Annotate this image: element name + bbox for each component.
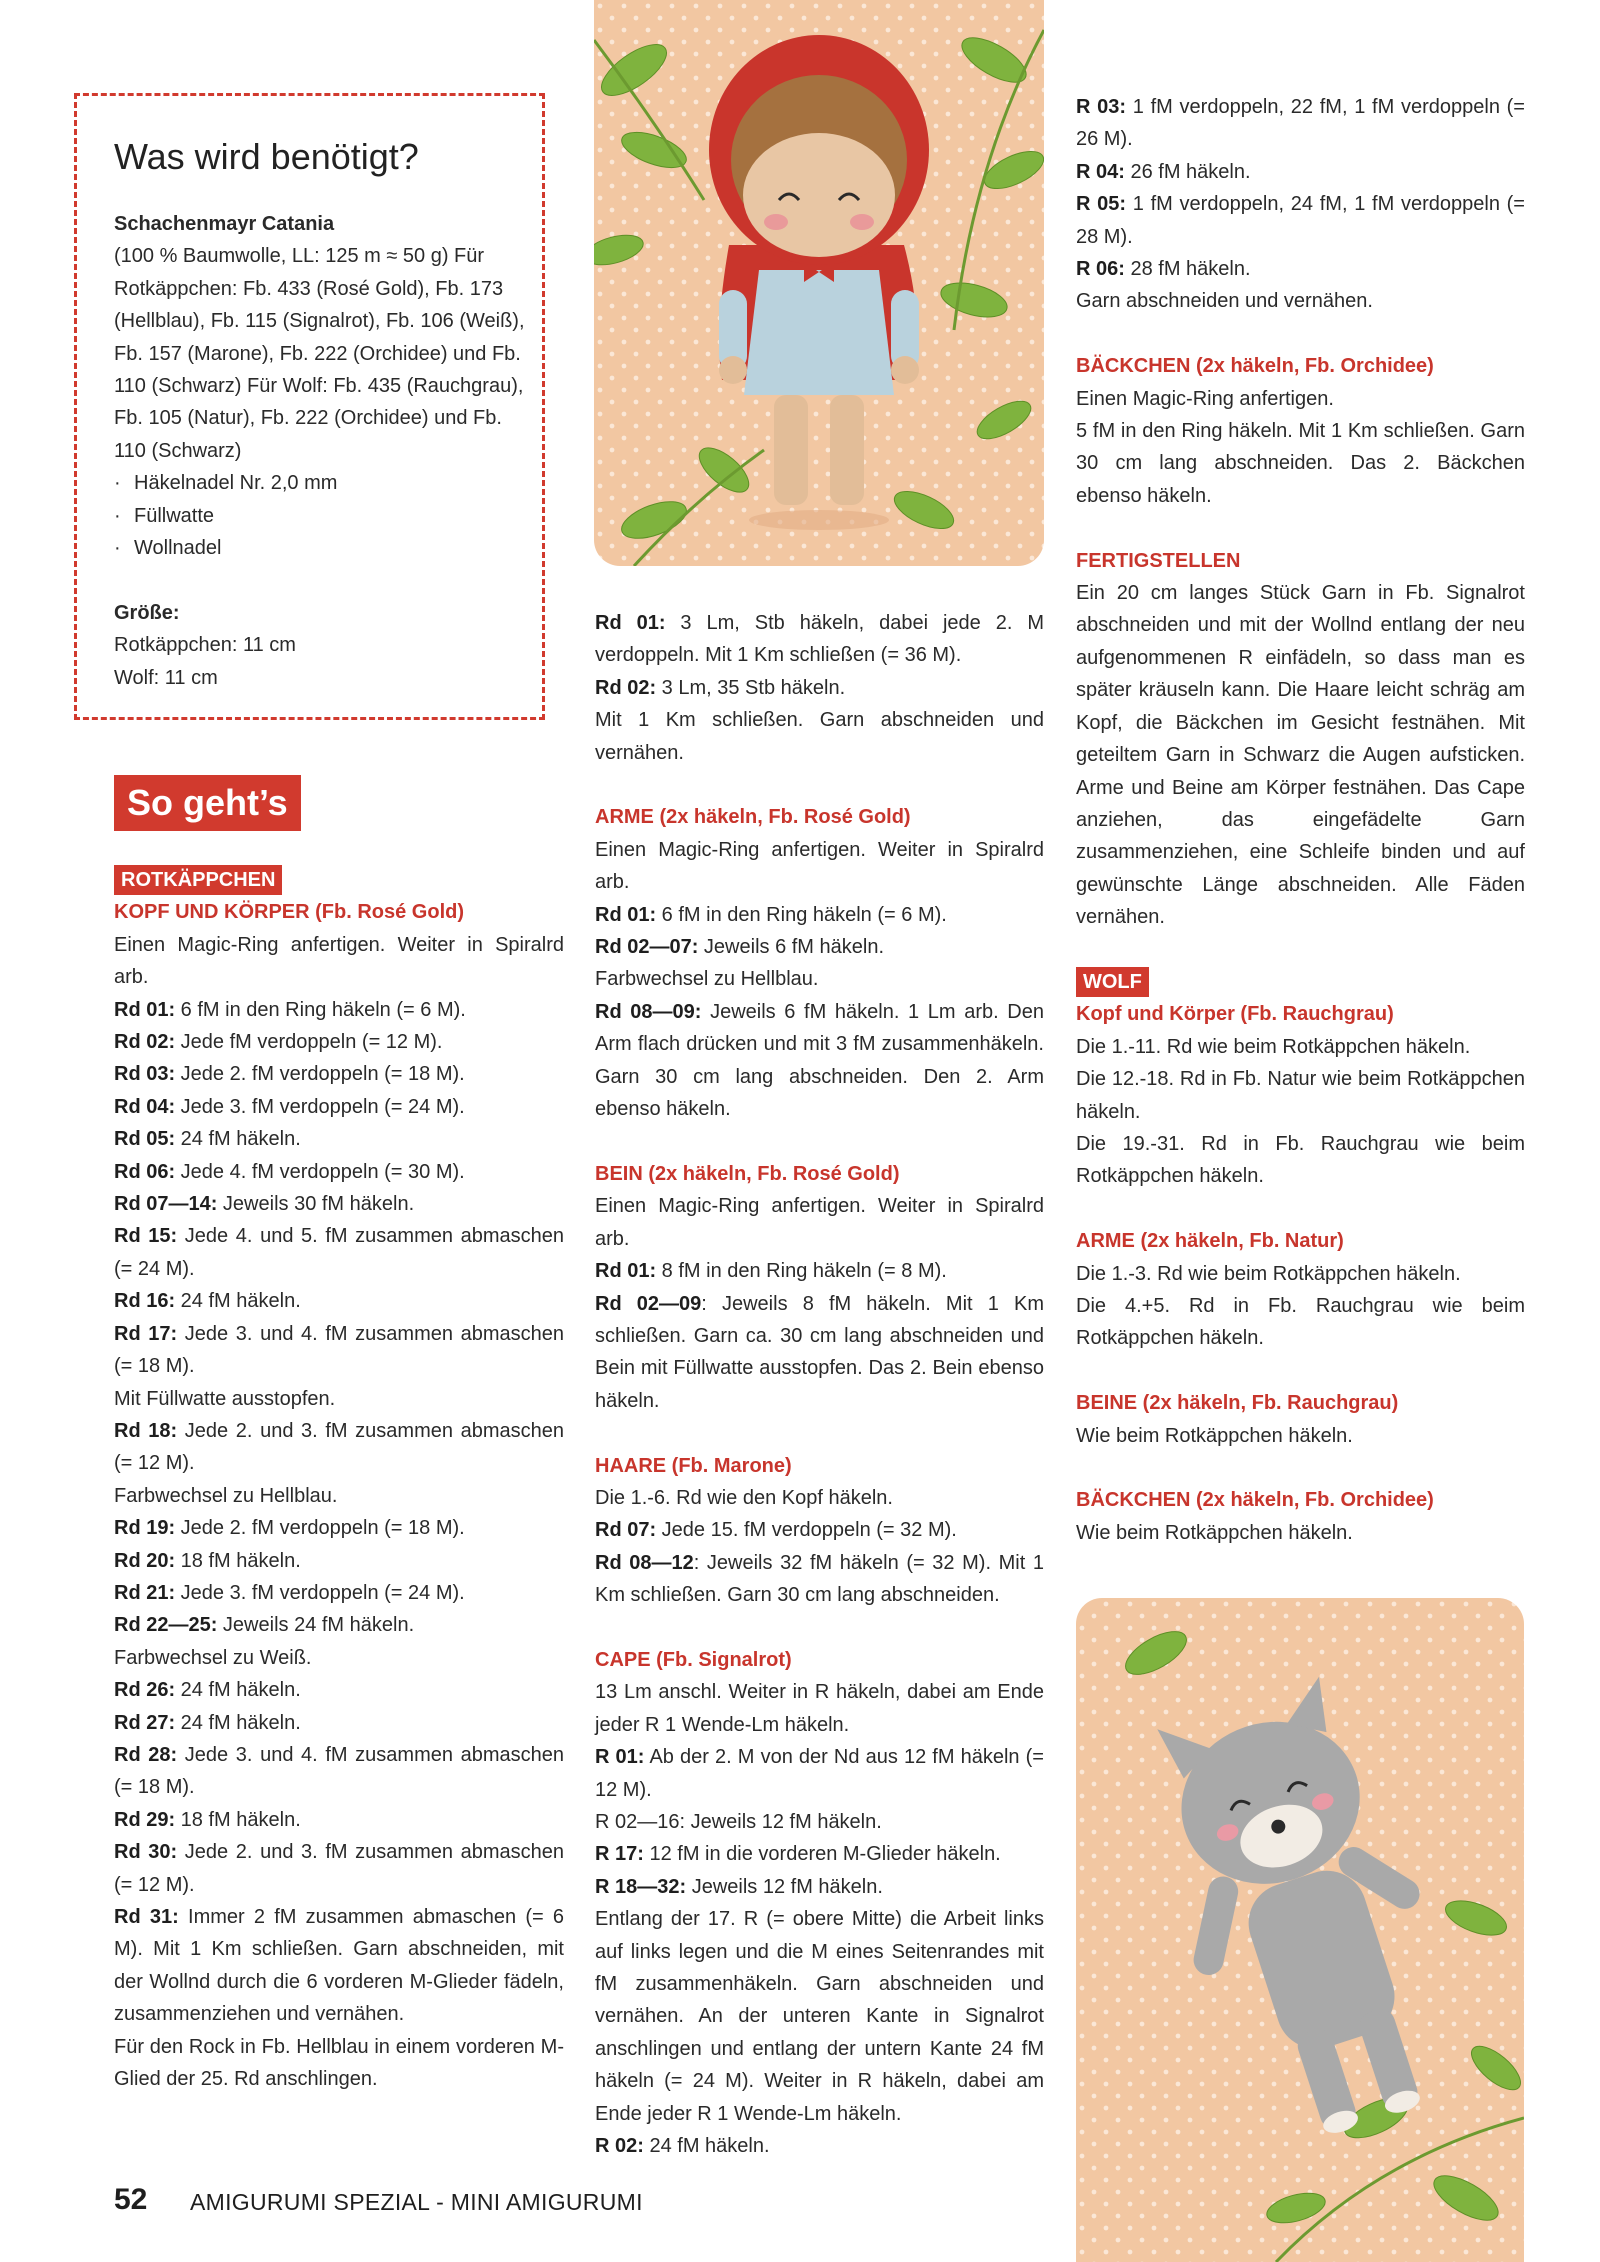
row-text: 18 fM häkeln. — [175, 1808, 301, 1831]
instruction-text: Für den Rock in Fb. Hellblau in einem vorderen M-Glied der 25. Rd anschlingen. — [114, 2035, 564, 2091]
section-gap — [1076, 512, 1525, 544]
row-text: Ab der 2. M von der Nd aus 12 fM häkeln (= 12 M). — [595, 1746, 1044, 1801]
yarn-detail-line: Fb. 157 (Marone), Fb. 222 (Orchidee) und Fb. — [114, 342, 521, 365]
row-label: Rd 07—14: — [114, 1193, 218, 1216]
instruction-row — [114, 1901, 564, 2031]
row-label: Rd 20: — [114, 1549, 176, 1572]
instruction-text: Wie beim Rotkäppchen häkeln. — [1076, 1521, 1353, 1544]
magazine-title: AMIGURUMI SPEZIAL - MINI AMIGURUMI — [190, 2189, 643, 2215]
instruction-text: Ein 20 cm langes Stück Garn in Fb. Signalrot abschneiden und mit der Wollnd entlang der neu aufgenommenen R einfädeln, so dass man es später kräuseln kann. Die Haare leicht schräg am Kopf, die Bäckchen im Gesicht festnähen. Mit geteiltem Garn in Schwarz die Augen aufsticken. Arme und Beine am Körper festnähen. Das Cape anziehen, das eingefädelte Garn zusammenziehen, eine Schleife binden und auf gewünschte Länge abschneiden. Alle Fäden vernähen. — [1076, 582, 1525, 929]
materials-content — [114, 208, 534, 694]
instruction-text: Mit 1 Km schließen. Garn abschneiden und vernähen. — [595, 709, 1044, 764]
instruction-row — [114, 1123, 564, 1155]
section-tag — [1076, 966, 1525, 998]
row-text: Jede fM verdoppeln (= 12 M). — [175, 1031, 443, 1054]
instruction-row — [114, 1285, 564, 1317]
instructions-column-2 — [595, 607, 1044, 2162]
row-label: R 18—32: — [595, 1875, 687, 1898]
instruction-row — [114, 1415, 564, 1480]
section-heading: FERTIGSTELLEN — [1076, 549, 1241, 572]
row-text: 6 fM in den Ring häkeln (= 6 M). — [175, 998, 466, 1021]
row-text: Jede 2. und 3. fM zusammen abmaschen (= 12 M). — [114, 1419, 565, 1475]
row-label: R 03: — [1076, 96, 1127, 118]
row-label: Rd 15: — [114, 1225, 178, 1248]
row-text: Jeweils 6 fM häkeln. — [698, 936, 885, 959]
instruction-row — [114, 1707, 564, 1739]
instruction-row — [114, 994, 564, 1026]
instruction-row — [1076, 253, 1525, 285]
row-text: Immer 2 fM zusammen abmaschen (= 6 M). Mit 1 Km schließen. Garn abschneiden, mit der Wollnd durch die 6 vorderen M-Glieder fädeln, zusammenziehen und vernähen. — [114, 1906, 565, 2026]
row-label: Rd 01: — [595, 903, 657, 926]
instructions-column-1 — [114, 864, 564, 2095]
instruction-text: Wie beim Rotkäppchen häkeln. — [1076, 1424, 1353, 1447]
row-text: : Jeweils 8 fM häkeln. Mit 1 Km schließen. Garn ca. 30 cm lang abschneiden und Bein mit Füllwatte ausstopfen. Das 2. Bein ebenso häkeln. — [595, 1292, 1044, 1412]
section-heading: ARME (2x häkeln, Fb. Rosé Gold) — [595, 806, 911, 829]
section-heading: Kopf und Körper (Fb. Rauchgrau) — [1076, 1003, 1394, 1026]
instruction-text: Die 1.-11. Rd wie beim Rotkäppchen häkeln. — [1076, 1035, 1471, 1058]
photo-wolf — [1076, 1598, 1524, 2262]
row-text: : Jeweils 32 fM häkeln (= 32 M). Mit 1 Km schließen. Garn 30 cm lang abschneiden. — [595, 1551, 1044, 1607]
row-text: Jeweils 6 fM häkeln. 1 Lm arb. Den Arm flach drücken und mit 3 fM zusammenhäkeln. Garn 30 cm lang abschneiden. Den 2. Arm ebenso häkeln. — [595, 1000, 1044, 1121]
instruction-row — [595, 996, 1044, 1126]
row-text: Jeweils 12 fM häkeln. — [686, 1875, 883, 1898]
row-label: Rd 26: — [114, 1679, 176, 1702]
instruction-text: Die 12.-18. Rd in Fb. Natur wie beim Rotkäppchen häkeln. — [1076, 1068, 1525, 1123]
row-label: Rd 31: — [114, 1906, 179, 1928]
row-label: Rd 07: — [595, 1519, 657, 1542]
instruction-row — [114, 1577, 564, 1609]
section-heading: BEIN (2x häkeln, Fb. Rosé Gold) — [595, 1162, 900, 1185]
materials-title: Was wird benötigt? — [114, 136, 419, 177]
instruction-text: Die 4.+5. Rd in Fb. Rauchgrau wie beim Rotkäppchen häkeln. — [1076, 1294, 1525, 1350]
material-item-label: Häkelnadel Nr. 2,0 mm — [134, 472, 338, 495]
row-label: Rd 01: — [114, 998, 176, 1021]
row-label: R 06: — [1076, 258, 1125, 281]
section-gap — [595, 1125, 1044, 1157]
row-text: Jede 2. fM verdoppeln (= 18 M). — [175, 1063, 465, 1086]
size-line: Wolf: 11 cm — [114, 666, 218, 689]
section-heading: BÄCKCHEN (2x häkeln, Fb. Orchidee) — [1076, 1489, 1434, 1512]
section-tag — [114, 864, 564, 896]
instruction-row — [595, 1255, 1044, 1287]
photo-red-riding-hood — [594, 0, 1044, 566]
page-number: 52 — [114, 2183, 148, 2216]
section-gap — [1076, 1355, 1525, 1387]
row-label: Rd 21: — [114, 1581, 176, 1604]
row-text: 8 fM in den Ring häkeln (= 8 M). — [656, 1260, 947, 1283]
row-text: 12 fM in die vorderen M-Glieder häkeln. — [643, 1843, 1001, 1866]
yarn-detail-line: (100 % Baumwolle, LL: 125 m ≈ 50 g) Für — [114, 245, 485, 268]
row-text: Jede 15. fM verdoppeln (= 32 M). — [656, 1519, 957, 1542]
row-label: Rd 02: — [114, 1031, 176, 1054]
instruction-row — [114, 1545, 564, 1577]
instruction-row — [1076, 188, 1525, 253]
yarn-detail-line: 110 (Schwarz) Für Wolf: Fb. 435 (Rauchgrau), — [114, 375, 524, 398]
instruction-text: Mit Füllwatte ausstopfen. — [114, 1387, 336, 1410]
section-tag-label: ROTKÄPPCHEN — [114, 865, 282, 895]
row-text: Jede 3. und 4. fM zusammen abmaschen (= 18 M). — [114, 1322, 565, 1378]
yarn-name: Schachenmayr Catania — [114, 213, 335, 235]
section-heading: BÄCKCHEN (2x häkeln, Fb. Orchidee) — [1076, 355, 1434, 378]
row-label: R 01: — [595, 1746, 645, 1769]
row-text: Jede 2. und 3. fM zusammen abmaschen (= 12 M). — [114, 1841, 565, 1896]
row-label: Rd 28: — [114, 1743, 178, 1766]
instruction-row — [595, 1741, 1044, 1806]
row-label: Rd 06: — [114, 1160, 176, 1183]
instruction-text: 13 Lm anschl. Weiter in R häkeln, dabei am Ende jeder R 1 Wende-Lm häkeln. — [595, 1681, 1044, 1736]
instruction-text: R 02—16: Jeweils 12 fM häkeln. — [595, 1810, 882, 1833]
size-title: Größe: — [114, 601, 180, 624]
instruction-row — [595, 607, 1044, 672]
row-label: Rd 29: — [114, 1808, 176, 1831]
instruction-row — [595, 1838, 1044, 1870]
row-label: Rd 01: — [595, 1260, 657, 1283]
row-label: Rd 19: — [114, 1517, 176, 1540]
instruction-row — [114, 1220, 564, 1285]
section-heading: HAARE (Fb. Marone) — [595, 1454, 792, 1477]
instruction-row — [114, 1739, 564, 1804]
row-label: Rd 18: — [114, 1419, 178, 1442]
row-text: 1 fM verdoppeln, 22 fM, 1 fM verdoppeln (= 26 M). — [1076, 96, 1525, 151]
row-text: Jede 2. fM verdoppeln (= 18 M). — [175, 1517, 465, 1540]
row-text: Jede 4. fM verdoppeln (= 30 M). — [175, 1160, 465, 1183]
section-gap — [1076, 318, 1525, 350]
section-heading: CAPE (Fb. Signalrot) — [595, 1648, 792, 1671]
section-heading: KOPF UND KÖRPER (Fb. Rosé Gold) — [114, 901, 464, 924]
row-label: Rd 05: — [114, 1128, 176, 1151]
size-line: Rotkäppchen: 11 cm — [114, 634, 296, 657]
instruction-row — [595, 2130, 1044, 2162]
instruction-row — [595, 931, 1044, 963]
row-label: R 05: — [1076, 193, 1127, 216]
row-label: Rd 17: — [114, 1322, 178, 1345]
row-text: Jede 4. und 5. fM zusammen abmaschen (= 24 M). — [114, 1225, 565, 1280]
row-text: 18 fM häkeln. — [175, 1549, 301, 1572]
section-gap — [1076, 934, 1525, 966]
instruction-text: Entlang der 17. R (= obere Mitte) die Arbeit links auf links legen und die M eines Seitenrandes mit fM zusammenhäkeln. Garn abschneiden und vernähen. An der unteren Kante in Signalrot anschlingen und entlang der untern Kante 24 fM häkeln (= 24 M). Weiter in R häkeln, dabei am Ende jeder R 1 Wende-Lm häkeln. — [595, 1908, 1044, 2125]
bullet-icon: · — [114, 472, 121, 495]
instruction-row — [595, 1871, 1044, 1903]
row-label: Rd 27: — [114, 1711, 176, 1734]
instruction-row — [114, 1674, 564, 1706]
row-label: Rd 01: — [595, 612, 666, 634]
row-label: Rd 02: — [595, 676, 657, 699]
row-label: Rd 22—25: — [114, 1614, 218, 1637]
material-item — [114, 532, 534, 564]
instruction-row — [595, 672, 1044, 704]
instruction-text: Farbwechsel zu Hellblau. — [114, 1484, 338, 1507]
row-text: 24 fM häkeln. — [175, 1290, 301, 1313]
material-item-label: Wollnadel — [134, 537, 222, 560]
material-item-label: Füllwatte — [134, 504, 215, 527]
instruction-row — [595, 1547, 1044, 1612]
row-text: Jeweils 24 fM häkeln. — [217, 1614, 415, 1637]
instruction-text: Farbwechsel zu Weiß. — [114, 1646, 312, 1669]
section-gap — [595, 1612, 1044, 1644]
row-text: 6 fM in den Ring häkeln (= 6 M). — [656, 903, 947, 926]
instruction-row — [114, 1836, 564, 1901]
row-text: Jeweils 30 fM häkeln. — [217, 1193, 415, 1216]
section-heading: ARME (2x häkeln, Fb. Natur) — [1076, 1230, 1344, 1253]
instruction-text: Die 19.-31. Rd in Fb. Rauchgrau wie beim Rotkäppchen häkeln. — [1076, 1132, 1525, 1188]
instruction-text: 5 fM in den Ring häkeln. Mit 1 Km schließen. Garn 30 cm lang abschneiden. Das 2. Bäckchen ebenso häkeln. — [1076, 420, 1525, 507]
instruction-text: Einen Magic-Ring anfertigen. — [1076, 387, 1334, 410]
instruction-text: Einen Magic-Ring anfertigen. Weiter in Spiralrd arb. — [595, 838, 1044, 894]
instruction-text: Die 1.-3. Rd wie beim Rotkäppchen häkeln. — [1076, 1262, 1461, 1285]
section-gap — [595, 769, 1044, 801]
instruction-text: Garn abschneiden und vernähen. — [1076, 290, 1373, 313]
instruction-row — [595, 899, 1044, 931]
instruction-row — [595, 1514, 1044, 1546]
row-text: 1 fM verdoppeln, 24 fM, 1 fM verdoppeln (= 28 M). — [1076, 193, 1525, 248]
row-text: 26 fM häkeln. — [1124, 160, 1251, 183]
instruction-row — [114, 1091, 564, 1123]
instructions-heading: So geht’s — [114, 775, 301, 831]
row-label: Rd 04: — [114, 1095, 176, 1118]
row-text: 24 fM häkeln. — [175, 1711, 301, 1734]
section-gap — [1076, 1452, 1525, 1484]
instruction-row — [114, 1318, 564, 1383]
instructions-column-3 — [1076, 91, 1525, 1549]
instruction-row — [114, 1804, 564, 1836]
instruction-row — [114, 1156, 564, 1188]
material-item — [114, 467, 534, 499]
instruction-row — [1076, 156, 1525, 188]
row-text: 3 Lm, Stb häkeln, dabei jede 2. M verdoppeln. Mit 1 Km schließen (= 36 M). — [595, 612, 1045, 667]
row-text: Jede 3. fM verdoppeln (= 24 M). — [175, 1581, 465, 1604]
row-label: R 04: — [1076, 160, 1125, 183]
row-text: 24 fM häkeln. — [175, 1128, 301, 1151]
material-item — [114, 500, 534, 532]
row-text: 3 Lm, 35 Stb häkeln. — [656, 676, 846, 699]
yarn-detail-line: 110 (Schwarz) — [114, 439, 242, 462]
row-label: Rd 08—12 — [595, 1551, 694, 1574]
yarn-detail-line: Fb. 105 (Natur), Fb. 222 (Orchidee) und Fb. — [114, 407, 502, 430]
instruction-text: Die 1.-6. Rd wie den Kopf häkeln. — [595, 1486, 893, 1509]
instruction-row — [114, 1188, 564, 1220]
row-text: 24 fM häkeln. — [643, 2135, 770, 2158]
row-label: Rd 16: — [114, 1290, 176, 1313]
instruction-row — [114, 1058, 564, 1090]
instruction-text: Einen Magic-Ring anfertigen. Weiter in Spiralrd arb. — [595, 1195, 1044, 1250]
row-text: Jede 3. und 4. fM zusammen abmaschen (= 18 M). — [114, 1743, 565, 1799]
bullet-icon: · — [114, 504, 121, 527]
section-heading: BEINE (2x häkeln, Fb. Rauchgrau) — [1076, 1392, 1399, 1415]
row-label: Rd 08—09: — [595, 1000, 702, 1023]
row-label: Rd 02—07: — [595, 936, 699, 959]
yarn-detail-line: (Hellblau), Fb. 115 (Signalrot), Fb. 106 (Weiß), — [114, 310, 525, 333]
row-text: 24 fM häkeln. — [175, 1679, 301, 1702]
row-label: Rd 30: — [114, 1841, 178, 1864]
section-tag-label: WOLF — [1076, 967, 1149, 997]
section-gap — [595, 1417, 1044, 1449]
section-gap — [1076, 1193, 1525, 1225]
row-label: R 02: — [595, 2135, 644, 2158]
row-label: Rd 02—09 — [595, 1292, 702, 1315]
row-label: Rd 03: — [114, 1063, 176, 1086]
instruction-row — [1076, 91, 1525, 156]
row-text: Jede 3. fM verdoppeln (= 24 M). — [175, 1095, 465, 1118]
row-text: 28 fM häkeln. — [1124, 258, 1251, 281]
yarn-detail-line: Rotkäppchen: Fb. 433 (Rosé Gold), Fb. 173 — [114, 277, 504, 300]
instruction-text: Einen Magic-Ring anfertigen. Weiter in Spiralrd arb. — [114, 933, 564, 989]
instruction-row — [595, 1288, 1044, 1418]
instruction-row — [114, 1609, 564, 1641]
instruction-row — [114, 1026, 564, 1058]
row-label: R 17: — [595, 1843, 644, 1866]
bullet-icon: · — [114, 537, 121, 560]
instruction-row — [114, 1512, 564, 1544]
instruction-text: Farbwechsel zu Hellblau. — [595, 968, 819, 991]
